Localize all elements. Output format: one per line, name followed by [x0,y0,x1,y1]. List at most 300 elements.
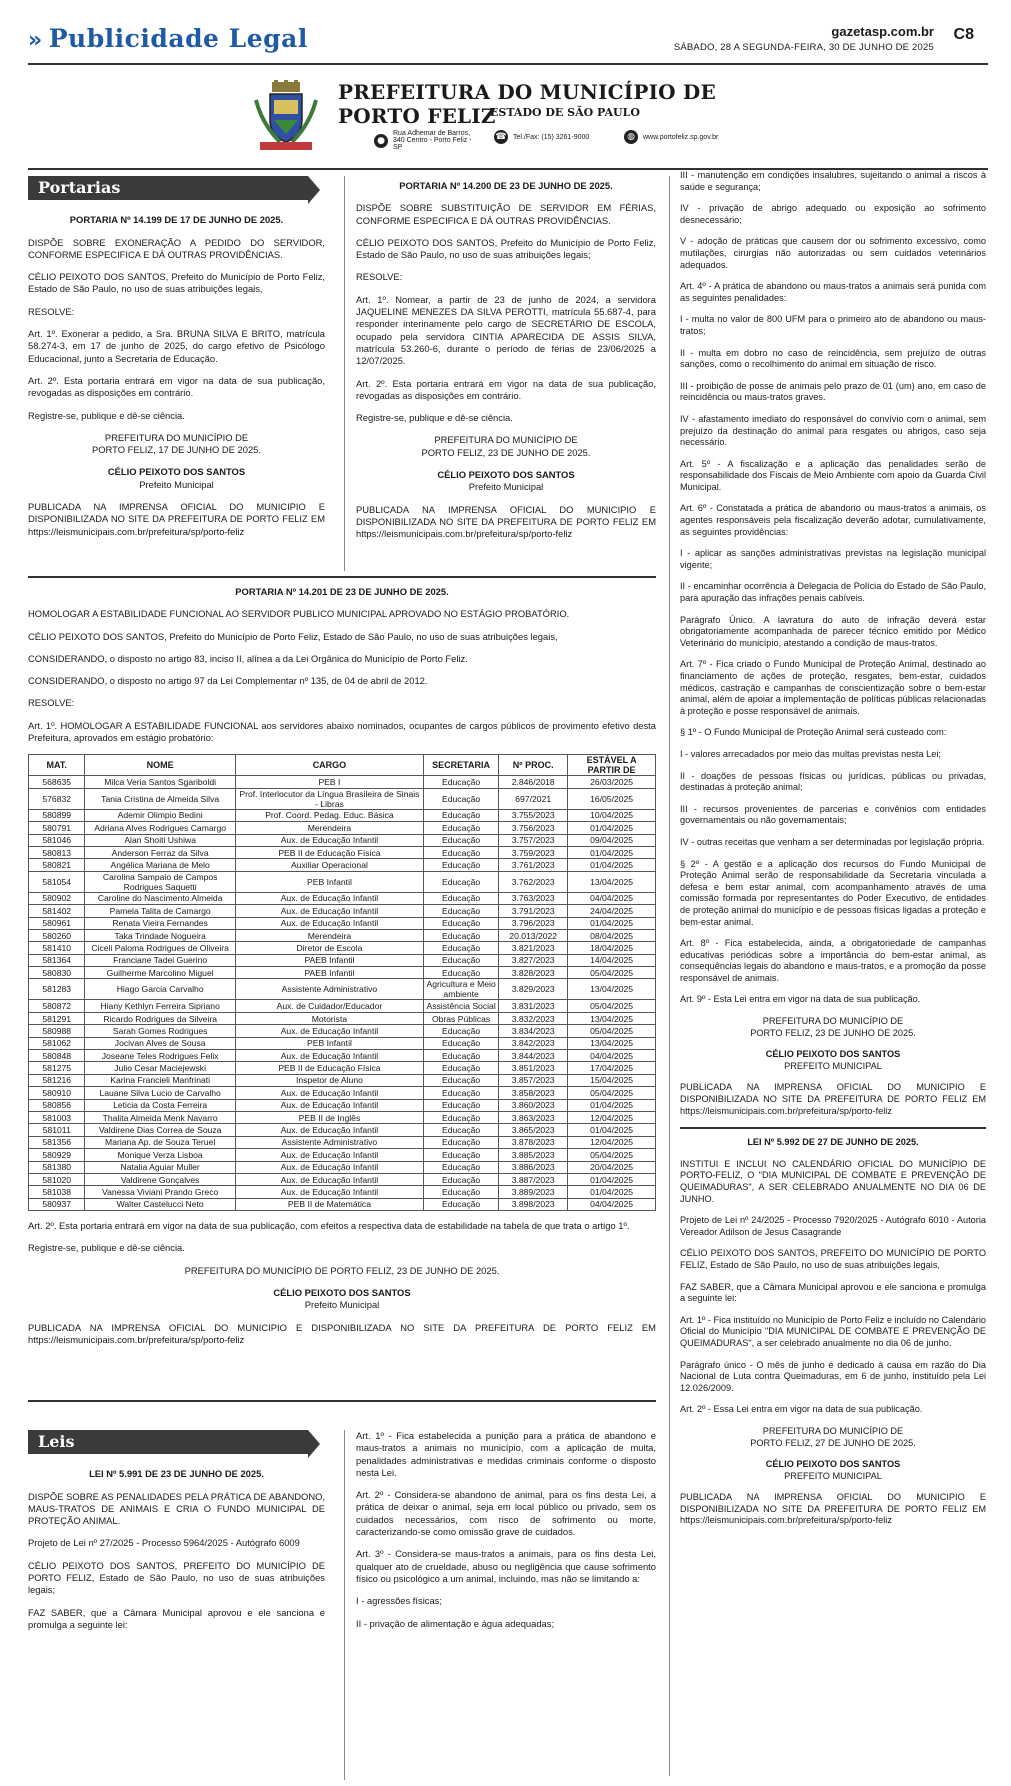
table-row [29,1074,656,1086]
cell-secretaria: Educação [423,1099,498,1111]
phone-contact [494,130,589,144]
cell-cargo: Aux. de Cuidador/Educador [235,1000,423,1012]
cell-secretaria: Educação [423,871,498,892]
lei-art7-p1-iii: III - recursos provenientes de parcerias e convênios com entidades governamentais ou não governamentais; [680,803,986,826]
cell-proc: 3.886/2023 [499,1161,568,1173]
lei-5992 [680,1137,986,1527]
lei-art6-ii: II - encaminhar ocorrência à Delegacia de Polícia do Estado de São Paulo, para apuração das infrações penais cabíveis. [680,581,986,604]
portaria-art1: Art. 1º. Nomear, a partir de 23 de junho de 2024, a servidora JAQUELINE MENEZES DA SILVA PEROTTI, matrícula 55.687-4, para responder interinamente pelo cargo de SECRETÁRIO DE ESCOLA, ocupado pela servidora CINTIA APARECIDA DE ASSIS SILVA, matrícula 53.260-6, durante o período de férias de 23/06/2025 a 12/07/2025. [356,293,656,367]
cell-secretaria: Educação [423,1074,498,1086]
lei-art2: Art. 2º - Considera-se abandono de animal, para os fins desta Lei, a prática de deixar o animal, seja em local público ou privado, sem os cuidados necessários, com risco de sofrimento ou morte, caracterizando-se como omissão grave de cuidados. [356,1489,656,1538]
cell-proc: 2.846/2018 [499,776,568,788]
lei-art3-v: V - adoção de práticas que causem dor ou sofrimento excessivo, como mutilações, cirurgias não autorizadas ou sem cuidados veterinários adequados. [680,236,986,270]
portaria-signer: CÉLIO PEIXOTO DOS SANTOS [273,1286,411,1298]
cell-estavel: 13/04/2025 [568,871,656,892]
cell-secretaria: Educação [423,776,498,788]
cell-cargo: Aux. de Educação Infantil [235,1025,423,1037]
cell-cargo: PEB II de Educação Física [235,846,423,858]
column-header-estavel: ESTÁVEL A PARTIR DE [568,755,656,776]
cell-proc: 3.878/2023 [499,1136,568,1148]
portaria-summary: DISPÕE SOBRE EXONERAÇÃO A PEDIDO DO SERVIDOR, CONFORME ESPECIFICA E DÁ OUTRAS PROVIDÊNCIAS. [28,236,325,260]
prefeitura-subtitle: ESTADO DE SÃO PAULO [490,106,640,119]
cell-proc: 3.857/2023 [499,1074,568,1086]
cell-mat: 581410 [29,942,85,954]
cell-cargo: PEB Infantil [235,1037,423,1049]
cell-secretaria: Educação [423,1037,498,1049]
prefeitura-banner [250,80,760,158]
cell-mat: 580856 [29,1099,85,1111]
cell-proc: 3.863/2023 [499,1111,568,1123]
cell-nome: Valdirene Dias Correa de Souza [85,1124,235,1136]
cell-estavel: 13/04/2025 [568,1012,656,1024]
cell-secretaria: Educação [423,834,498,846]
cell-secretaria: Educação [423,788,498,809]
lei-place-line2: PORTO FELIZ, 27 DE JUNHO DE 2025. [750,1437,916,1448]
lei-signer-role: PREFEITO MUNICIPAL [784,1060,882,1071]
portaria-art1: Art. 1º. Exonerar a pedido, a Sra. BRUNA SILVA E BRITO, matrícula 58.274-3, em 17 de junho de 2025, do cargo efetivo de Psicólogo Educacional, junto a Secretaria de Educação. [28,328,325,364]
cell-nome: Guilherme Marcolino Miguel [85,967,235,979]
cell-mat: 581356 [29,1136,85,1148]
column-divider [344,176,345,571]
cell-estavel: 01/04/2025 [568,1099,656,1111]
cell-secretaria: Educação [423,967,498,979]
cell-mat: 580910 [29,1087,85,1099]
cell-nome: Monique Verza Lisboa [85,1149,235,1161]
table-row [29,942,656,954]
cell-cargo: Aux. de Educação Infantil [235,1099,423,1111]
issue-date: SÁBADO, 28 A SEGUNDA-FEIRA, 30 DE JUNHO DE 2025 [673,42,934,53]
cell-mat: 580813 [29,846,85,858]
cell-mat: 581020 [29,1173,85,1185]
cell-proc: 3.844/2023 [499,1050,568,1062]
cell-nome: Carolina Sampaio de Campos Rodrigues Saquetti [85,871,235,892]
website-text[interactable]: www.portofeliz.sp.gov.br [643,133,719,141]
cell-estavel: 01/04/2025 [568,1186,656,1198]
lei-art3: Art. 3º - Considera-se maus-tratos a animais, para os fins desta Lei, qualquer ato de crueldade, abuso ou negligência que cause sofrimento físico ou psicológico a um animal, incluindo, mas não se limitando a: [356,1548,656,1584]
lei-title: LEI Nº 5.992 DE 27 DE JUNHO DE 2025. [747,1137,919,1148]
cell-secretaria: Educação [423,892,498,904]
site-name[interactable]: gazetasp.com.br [831,24,934,39]
table-row [29,954,656,966]
cell-nome: Joseane Teles Rodrigues Felix [85,1050,235,1062]
cell-nome: Ciceli Paloma Rodrigues de Oliveira [85,942,235,954]
column-header-nome: NOME [85,755,235,776]
table-row [29,822,656,834]
globe-icon: ◍ [624,130,638,144]
lei-art4-ii: II - multa em dobro no caso de reincidência, sem prejuízo de outras sanções, como o recolhimento do animal em situação de risco. [680,347,986,370]
cell-estavel: 01/04/2025 [568,1124,656,1136]
lei-signer: CÉLIO PEIXOTO DOS SANTOS [765,1459,901,1470]
cell-nome: Jocivan Alves de Sousa [85,1037,235,1049]
cell-mat: 581364 [29,954,85,966]
cell-estavel: 05/04/2025 [568,1000,656,1012]
leis-box-title: Leis [28,1430,308,1454]
table-row [29,788,656,809]
portaria-resolve: RESOLVE: [28,305,75,317]
cell-secretaria: Educação [423,1161,498,1173]
cell-estavel: 01/04/2025 [568,917,656,929]
section-title [28,24,308,53]
portaria-registre: Registre-se, publique e dê-se ciência. [28,1242,185,1254]
cell-proc: 3.828/2023 [499,967,568,979]
cell-mat: 581275 [29,1062,85,1074]
table-row [29,1161,656,1173]
cell-mat: 580902 [29,892,85,904]
cell-secretaria: Educação [423,1173,498,1185]
cell-proc: 3.821/2023 [499,942,568,954]
cell-cargo: Aux. de Educação Infantil [235,1186,423,1198]
page-header [28,22,988,58]
cell-secretaria: Educação [423,917,498,929]
portaria-art2: Art. 2º. Esta portaria entrará em vigor na data de sua publicação, com efeitos a respectiva data de estabilidade na tabela de que trata o artigo 1º. [28,1220,630,1232]
portaria-place-line1: PREFEITURA DO MUNICÍPIO DE [104,431,249,443]
lei-art7-p1-iv: IV - outras receitas que venham a ser determinadas por legislação própria. [680,836,985,847]
cell-nome: Vanessa Viviani Prando Greco [85,1186,235,1198]
cell-estavel: 04/04/2025 [568,1198,656,1210]
cell-nome: Sarah Gomes Rodrigues [85,1025,235,1037]
cell-mat: 581054 [29,871,85,892]
cell-cargo: Inspetor de Aluno [235,1074,423,1086]
portaria-art2: Art. 2º. Esta portaria entrará em vigor na data de sua publicação, revogadas as disposições em contrário. [28,374,325,399]
coat-of-arms-icon [250,80,322,152]
cell-nome: Hiago Garcia Carvalho [85,979,235,1000]
cell-secretaria: Educação [423,1111,498,1123]
portarias-box-title: Portarias [28,176,308,200]
cell-nome: Pamela Talita de Camargo [85,905,235,917]
cell-mat: 580260 [29,929,85,941]
cell-cargo: Assistente Administrativo [235,1136,423,1148]
cell-proc: 3.842/2023 [499,1037,568,1049]
cell-cargo: Merendeira [235,822,423,834]
cell-secretaria: Educação [423,809,498,821]
cell-secretaria: Educação [423,859,498,871]
cell-mat: 580821 [29,859,85,871]
cell-estavel: 01/04/2025 [568,822,656,834]
lei-art9: Art. 9º - Esta Lei entra em vigor na data de sua publicação. [680,994,921,1005]
cell-mat: 580848 [29,1050,85,1062]
cell-mat: 580791 [29,822,85,834]
portaria-intro: CÉLIO PEIXOTO DOS SANTOS, Prefeito do Município de Porto Feliz, Estado de São Paulo, no uso de suas atribuições legais, [28,271,325,295]
section-divider [28,1400,656,1402]
prefeitura-title: PREFEITURA DO MUNICÍPIO DE PORTO FELIZ [338,80,716,128]
cell-secretaria: Educação [423,942,498,954]
cell-estavel: 04/04/2025 [568,1050,656,1062]
lei-art7-p1-ii: II - doações de pessoas físicas ou jurídicas, públicas ou privadas, destinadas à proteção animal; [680,770,986,793]
cell-estavel: 04/04/2025 [568,892,656,904]
cell-secretaria: Assistência Social [423,1000,498,1012]
lei-faz-saber: FAZ SABER, que a Câmara Municipal aprovou e ele sanciona e promulga a seguinte lei: [28,1606,325,1630]
cell-cargo: Aux. de Educação Infantil [235,1087,423,1099]
phone-text: Tel./Fax: (15) 3261-9000 [513,133,590,141]
cell-proc: 3.759/2023 [499,846,568,858]
lei-art7-p1-i: I - valores arrecadados por meio das multas previstas nesta Lei; [680,748,941,759]
portaria-intro: CÉLIO PEIXOTO DOS SANTOS, Prefeito do Município de Porto Feliz, Estado de São Paulo, no uso de suas atribuições legais; [356,236,656,261]
cell-proc: 3.851/2023 [499,1062,568,1074]
lei-art4-i: I - multa no valor de 800 UFM para o primeiro ato de abandono ou maus-tratos; [680,314,986,336]
cell-estavel: 05/04/2025 [568,1087,656,1099]
cell-nome: Thalita Almeida Menk Navarro [85,1111,235,1123]
cell-secretaria: Educação [423,929,498,941]
cell-nome: Walter Castelucci Neto [85,1198,235,1210]
cell-proc: 3.885/2023 [499,1149,568,1161]
cell-estavel: 05/04/2025 [568,1149,656,1161]
cell-estavel: 10/04/2025 [568,809,656,821]
portaria-art2: Art. 2º. Esta portaria entrará em vigor na data de sua publicação, revogadas as disposições em contrário. [356,377,656,401]
table-row [29,1099,656,1111]
cell-estavel: 12/04/2025 [568,1111,656,1123]
cell-nome: Caroline do Nascimento Almeida [85,892,235,904]
cell-mat: 581038 [29,1186,85,1198]
cell-proc: 3.796/2023 [499,917,568,929]
lei-art7-p1: § 1º - O Fundo Municipal de Proteção Animal será custeado com: [680,727,947,738]
cell-proc: 3.858/2023 [499,1087,568,1099]
portaria-considerando-2: CONSIDERANDO, o disposto no artigo 97 da Lei Complementar nº 135, de 04 de abril de 2012. [28,675,428,687]
table-header-row [29,755,656,776]
table-row [29,929,656,941]
cell-cargo: PEB II de Inglês [235,1111,423,1123]
cell-secretaria: Educação [423,1087,498,1099]
table-row [29,1186,656,1198]
cell-nome: Adriana Alves Rodrigues Camargo [85,822,235,834]
table-row [29,1173,656,1185]
cell-estavel: 15/04/2025 [568,1074,656,1086]
lei-5991-part2 [356,1430,656,1640]
cell-secretaria: Educação [423,1198,498,1210]
cell-cargo: PEB Infantil [235,871,423,892]
cell-cargo: PEB II de Matemática [235,1198,423,1210]
cell-proc: 3.832/2023 [499,1012,568,1024]
cell-mat: 581046 [29,834,85,846]
cell-estavel: 01/04/2025 [568,1173,656,1185]
cell-nome: Lauane Silva Lucio de Carvalho [85,1087,235,1099]
portaria-considerando-1: CONSIDERANDO, o disposto no artigo 83, inciso II, alínea a da Lei Orgânica do Município de Porto Feliz. [28,652,468,664]
portaria-signer-role: Prefeito Municipal [304,1299,380,1311]
cell-nome: Renata Vieira Fernandes [85,917,235,929]
portaria-signer: CÉLIO PEIXOTO DOS SANTOS [437,469,575,481]
cell-nome: Taka Trindade Nogueira [85,929,235,941]
portaria-title: PORTARIA Nº 14.201 DE 23 DE JUNHO DE 2025. [235,586,449,597]
cell-cargo: PAEB Infantil [235,954,423,966]
portaria-published: PUBLICADA NA IMPRENSA OFICIAL DO MUNICIPIO E DISPONIBILIZADA NO SITE DA PREFEITURA DE PORTO FELIZ EM https://leismunicipais.com.br/prefeitura/sp/porto-feliz [28,501,325,537]
cell-cargo: Prof. Coord. Pedag. Educ. Básica [235,809,423,821]
cell-proc: 3.757/2023 [499,834,568,846]
portaria-published: PUBLICADA NA IMPRENSA OFICIAL DO MUNICIPIO E DISPONIBILIZADA NO SITE DA PREFEITURA DE PORTO FELIZ EM https://leismunicipais.com.br/prefeitura/sp/porto-feliz [356,503,656,540]
cell-cargo: Aux. de Educação Infantil [235,1161,423,1173]
cell-cargo: Auxiliar Operacional [235,859,423,871]
lei-summary: DISPÕE SOBRE AS PENALIDADES PELA PRÁTICA DE ABANDONO, MAUS-TRATOS DE ANIMAIS E CRIA O FUNDO MUNICIPAL DE PROTEÇÃO ANIMAL. [28,1490,325,1527]
cell-cargo: Diretor de Escola [235,942,423,954]
phone-icon: ☎ [495,132,507,142]
cell-estavel: 18/04/2025 [568,942,656,954]
cell-secretaria: Educação [423,822,498,834]
cell-proc: 3.831/2023 [499,1000,568,1012]
cell-nome: Anderson Ferraz da Silva [85,846,235,858]
lei-art4-iv: IV - afastamento imediato do responsável do convívio com o animal, sem prejuízo da destinação do animal para resgates ou abrigos, caso seja necessário. [680,413,986,448]
location-pin-icon: ● [374,134,388,148]
cell-secretaria: Educação [423,1186,498,1198]
cell-nome: Tania Cristina de Almeida Silva [85,788,235,809]
lei-art7: Art. 7º - Fica criado o Fundo Municipal de Proteção Animal, destinado ao financiamento de ações de proteção, resgates, bem-estar, cuidados médicos, castração e campanhas de conscientização sobre o bem-estar animal, além de apoiar a implementação de políticas públicas relacionadas à proteção e posse responsável de animais. [680,659,986,716]
estabilidade-table [28,754,656,1211]
cell-estavel: 14/04/2025 [568,954,656,966]
portaria-summary: HOMOLOGAR A ESTABILIDADE FUNCIONAL AO SERVIDOR PUBLICO MUNICIPAL APROVADO NO ESTÁGIO PROBATÓRIO. [28,608,570,620]
cell-nome: Valdirene Gonçalves [85,1173,235,1185]
portaria-title: PORTARIA Nº 14.200 DE 23 DE JUNHO DE 2025. [399,180,613,191]
cell-estavel: 01/04/2025 [568,859,656,871]
portaria-intro: CÉLIO PEIXOTO DOS SANTOS, Prefeito do Município de Porto Feliz, Estado de São Paulo, no uso de suas atribuições legais, [28,630,558,642]
cell-nome: Franciane Tadei Guerino [85,954,235,966]
portaria-registre: Registre-se, publique e dê-se ciência. [28,409,185,421]
cell-cargo: PAEB Infantil [235,967,423,979]
cell-mat: 580929 [29,1149,85,1161]
table-body [29,776,656,1211]
table-row [29,1000,656,1012]
portaria-14201 [28,586,656,1356]
cell-estavel: 08/04/2025 [568,929,656,941]
cell-cargo: Aux. de Educação Infantil [235,905,423,917]
lei-intro: CÉLIO PEIXOTO DOS SANTOS, PREFEITO DO MUNICÍPIO DE PORTO FELIZ, Estado de São Paulo, no uso de suas atribuições legais, [680,1248,986,1270]
page-number: C8 [953,26,974,43]
cell-nome: Alan Shoiti Ushiwa [85,834,235,846]
cell-cargo: Aux. de Educação Infantil [235,834,423,846]
cell-mat: 580961 [29,917,85,929]
table-row [29,892,656,904]
table-row [29,1111,656,1123]
cell-proc: 3.762/2023 [499,871,568,892]
cell-proc: 3.887/2023 [499,1173,568,1185]
cell-proc: 3.755/2023 [499,809,568,821]
cell-cargo: PEB I [235,776,423,788]
lei-summary: INSTITUI E INCLUI NO CALENDÁRIO OFICIAL DO MUNICÍPIO DE PORTO-FELIZ, O "DIA MUNICIPAL DE COMBATE E PREVENÇÃO DE QUEIMADURAS", A SER CELEBRADO ANUALMENTE NO DIA 06 DE JUNHO. [680,1158,986,1204]
table-row [29,1087,656,1099]
cell-mat: 581283 [29,979,85,1000]
cell-nome: Angélica Mariana de Melo [85,859,235,871]
cell-proc: 3.827/2023 [499,954,568,966]
cell-cargo: Merendeira [235,929,423,941]
cell-proc: 3.791/2023 [499,905,568,917]
cell-estavel: 16/05/2025 [568,788,656,809]
lei-place-line1: PREFEITURA DO MUNICÍPIO DE [762,1425,904,1436]
portaria-summary: DISPÕE SOBRE SUBSTITUIÇÃO DE SERVIDOR EM FÉRIAS, CONFORME ESPECIFICA E DÁ OUTRAS PROVIDÊNCIAS. [356,202,656,226]
cell-proc: 3.834/2023 [499,1025,568,1037]
table-row [29,1198,656,1210]
cell-nome: Mariana Ap. de Souza Teruel [85,1136,235,1148]
lei-art3-iii: III - manutenção em condições insalubres, sujeitando o animal a riscos à saúde e segurança; [680,170,986,192]
cell-estavel: 26/03/2025 [568,776,656,788]
table-row [29,917,656,929]
cell-estavel: 12/04/2025 [568,1136,656,1148]
cell-nome: Ademir Olimpio Bedini [85,809,235,821]
table-row [29,1124,656,1136]
double-chevron-icon: » [28,28,43,53]
address-text: Rua Adhemar de Barros, 340 Centro - Porto Feliz - SP [393,130,472,151]
lei-faz-saber: FAZ SABER, que a Câmara Municipal aprovou e ele sanciona e promulga a seguinte lei: [680,1281,986,1304]
portaria-resolve: RESOLVE: [356,271,403,283]
lei-published: PUBLICADA NA IMPRENSA OFICIAL DO MUNICIPIO E DISPONIBILIZADA NO SITE DA PREFEITURA DE PORTO FELIZ EM https://leismunicipais.com.br/prefeitura/sp/porto-feliz [680,1492,986,1526]
cell-estavel: 20/04/2025 [568,1161,656,1173]
lei-art3-ii: II - privação de alimentação e água adequadas; [356,1617,555,1629]
section-title-text: Publicidade Legal [48,24,308,53]
cell-secretaria: Educação [423,846,498,858]
column-divider [669,176,670,1776]
portaria-signer-role: Prefeito Municipal [139,478,214,490]
cell-secretaria: Educação [423,905,498,917]
table-row [29,1149,656,1161]
cell-secretaria: Educação [423,1062,498,1074]
lei-art4: Art. 4º - A prática de abandono ou maus-tratos a animais será punida com as seguintes penalidades: [680,281,986,303]
cell-proc: 3.763/2023 [499,892,568,904]
cell-estavel: 17/04/2025 [568,1062,656,1074]
cell-nome: Natalia Aguiar Muller [85,1161,235,1173]
table-row [29,979,656,1000]
table-row [29,859,656,871]
table-row [29,1050,656,1062]
cell-estavel: 24/04/2025 [568,905,656,917]
cell-estavel: 05/04/2025 [568,967,656,979]
table-row [29,809,656,821]
lei-art6: Art. 6º - Constatada a prática de abandono ou maus-tratos a animais, os agentes responsáveis pela fiscalização deverão adotar, cumulativamente, as seguintes providências: [680,503,986,537]
header-divider [28,63,988,65]
cell-cargo: Aux. de Educação Infantil [235,1149,423,1161]
cell-cargo: Aux. de Educação Infantil [235,892,423,904]
table-row [29,1062,656,1074]
table-row [29,871,656,892]
cell-mat: 580872 [29,1000,85,1012]
cell-nome: Julio Cesar Maciejewski [85,1062,235,1074]
lei-place-line2: PORTO FELIZ, 23 DE JUNHO DE 2025. [750,1027,916,1038]
portaria-place-line1: PREFEITURA DO MUNICÍPIO DE [434,434,578,446]
lei-title: LEI Nº 5.991 DE 23 DE JUNHO DE 2025. [89,1468,264,1480]
cell-estavel: 13/04/2025 [568,1037,656,1049]
lei-5991-part3 [680,170,986,1537]
cell-nome: Leticia da Costa Ferreira [85,1099,235,1111]
website-contact[interactable] [624,130,718,144]
lei-art3-i: I - agressões físicas; [356,1595,442,1607]
table-row [29,1025,656,1037]
cell-cargo: Aux. de Educação Infantil [235,917,423,929]
cell-mat: 581003 [29,1111,85,1123]
portaria-14199 [28,176,325,548]
lei-art3-iv: IV - privação de abrigo adequado ou exposição ao sofrimento desnecessário; [680,203,986,225]
cell-proc: 3.865/2023 [499,1124,568,1136]
cell-nome: Ricardo Rodrigues da Silveira [85,1012,235,1024]
cell-secretaria: Obras Públicas [423,1012,498,1024]
lei-signer-role: PREFEITO MUNICIPAL [784,1470,882,1481]
cell-mat: 580899 [29,809,85,821]
cell-mat: 580988 [29,1025,85,1037]
table-row [29,776,656,788]
table-row [29,846,656,858]
cell-proc: 20.013/2022 [499,929,568,941]
lei-projeto: Projeto de Lei nº 24/2025 - Processo 7920/2025 - Autógrafo 6010 - Autoria Vereador Adilson de Jesus Casagrande [680,1215,986,1237]
lei-art1: Art. 1º - Fica estabelecida a punição para a prática de abandono e maus-tratos a animais no município, com a aplicação de multa, penalidades administrativas e medidas criminais conforme o disposto nesta Lei. [356,1430,656,1478]
portaria-place: PREFEITURA DO MUNICÍPIO DE PORTO FELIZ, 23 DE JUNHO DE 2025. [184,1264,500,1276]
cell-proc: 3.761/2023 [499,859,568,871]
portaria-title: PORTARIA Nº 14.199 DE 17 DE JUNHO DE 2025. [69,214,284,226]
cell-mat: 581216 [29,1074,85,1086]
lei-place-line1: PREFEITURA DO MUNICÍPIO DE [762,1016,904,1027]
cell-proc: 3.860/2023 [499,1099,568,1111]
column-header-secretaria: SECRETARIA [423,755,498,776]
lei-art7-p2: § 2º - A gestão e a aplicação dos recursos do Fundo Municipal de Proteção Animal serão de responsabilidade da Secretaria vinculada a defesa e bem estar animal, com acompanhamento através de uma comissão formada por representantes do Poder Executivo, de entidades de proteção animal do município e de pessoas físicas ligadas a proteção e bem-estar animal. [680,858,986,927]
table-row [29,1136,656,1148]
portaria-place-line2: PORTO FELIZ, 17 DE JUNHO DE 2025. [92,444,261,456]
cell-mat: 581062 [29,1037,85,1049]
table-row [29,1012,656,1024]
cell-secretaria: Educação [423,1050,498,1062]
portaria-signer: CÉLIO PEIXOTO DOS SANTOS [107,466,246,478]
cell-proc: 3.898/2023 [499,1198,568,1210]
